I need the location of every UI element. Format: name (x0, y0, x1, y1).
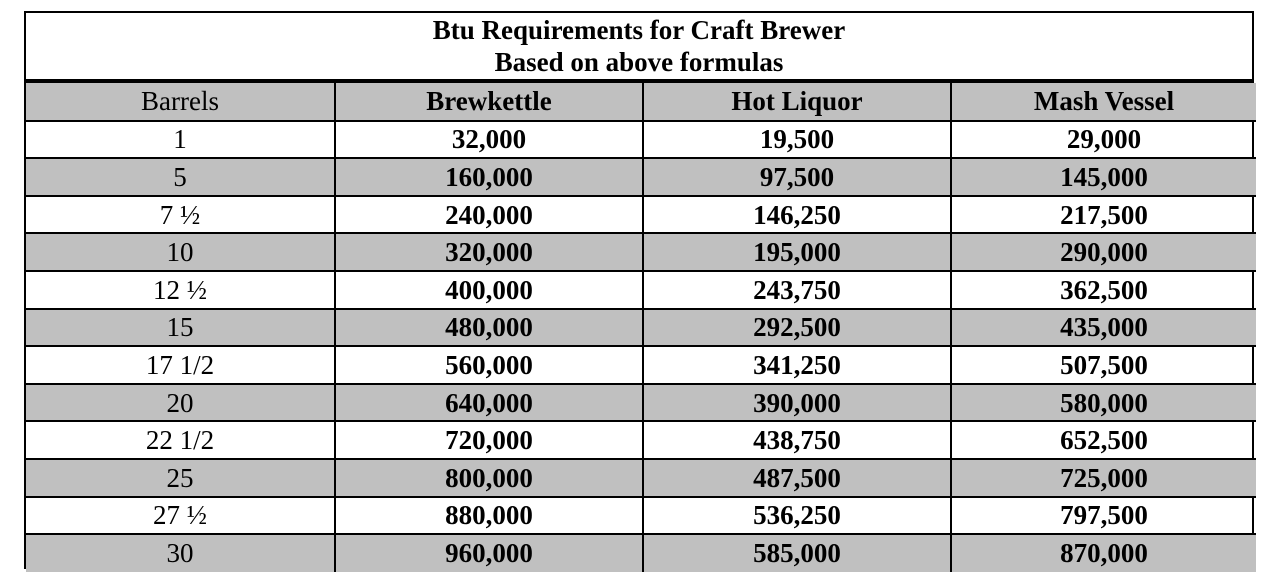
cell-brewkettle: 880,000 (335, 497, 643, 535)
cell-barrels: 1 (26, 121, 335, 159)
cell-mash-vessel: 507,500 (951, 346, 1256, 384)
cell-barrels: 17 1/2 (26, 346, 335, 384)
cell-barrels: 15 (26, 309, 335, 347)
cell-mash-vessel: 290,000 (951, 233, 1256, 271)
cell-brewkettle: 480,000 (335, 309, 643, 347)
cell-mash-vessel: 870,000 (951, 534, 1256, 572)
cell-barrels: 12 ½ (26, 271, 335, 309)
cell-hot-liquor: 536,250 (643, 497, 951, 535)
table-row (26, 346, 1256, 384)
cell-hot-liquor: 341,250 (643, 346, 951, 384)
table-row (26, 459, 1256, 497)
cell-hot-liquor: 97,500 (643, 158, 951, 196)
cell-barrels: 7 ½ (26, 196, 335, 234)
cell-barrels: 10 (26, 233, 335, 271)
cell-mash-vessel: 145,000 (951, 158, 1256, 196)
cell-hot-liquor: 438,750 (643, 421, 951, 459)
cell-hot-liquor: 292,500 (643, 309, 951, 347)
table-title (26, 13, 1252, 83)
cell-brewkettle: 160,000 (335, 158, 643, 196)
table-row (26, 233, 1256, 271)
btu-requirements-table-frame (24, 11, 1254, 569)
title-line-1: Btu Requirements for Craft Brewer (432, 15, 846, 45)
cell-hot-liquor: 585,000 (643, 534, 951, 572)
title-line-2: Based on above formulas (494, 47, 784, 77)
table-row (26, 158, 1256, 196)
table-row (26, 196, 1256, 234)
cell-brewkettle: 960,000 (335, 534, 643, 572)
cell-mash-vessel: 29,000 (951, 121, 1256, 159)
cell-hot-liquor: 487,500 (643, 459, 951, 497)
table-row (26, 421, 1256, 459)
cell-mash-vessel: 652,500 (951, 421, 1256, 459)
cell-hot-liquor: 390,000 (643, 384, 951, 422)
table-row (26, 534, 1256, 572)
header-barrels: Barrels (26, 83, 335, 121)
table-row (26, 121, 1256, 159)
cell-barrels: 20 (26, 384, 335, 422)
cell-brewkettle: 640,000 (335, 384, 643, 422)
cell-mash-vessel: 362,500 (951, 271, 1256, 309)
cell-brewkettle: 720,000 (335, 421, 643, 459)
table-row (26, 384, 1256, 422)
cell-brewkettle: 320,000 (335, 233, 643, 271)
header-mash-vessel: Mash Vessel (951, 83, 1256, 121)
cell-mash-vessel: 580,000 (951, 384, 1256, 422)
header-row (26, 83, 1256, 121)
cell-brewkettle: 560,000 (335, 346, 643, 384)
btu-table (26, 83, 1256, 572)
cell-barrels: 22 1/2 (26, 421, 335, 459)
table-row (26, 497, 1256, 535)
table-row (26, 309, 1256, 347)
cell-barrels: 30 (26, 534, 335, 572)
cell-mash-vessel: 797,500 (951, 497, 1256, 535)
cell-mash-vessel: 435,000 (951, 309, 1256, 347)
cell-barrels: 5 (26, 158, 335, 196)
cell-hot-liquor: 146,250 (643, 196, 951, 234)
cell-mash-vessel: 217,500 (951, 196, 1256, 234)
cell-hot-liquor: 243,750 (643, 271, 951, 309)
cell-brewkettle: 32,000 (335, 121, 643, 159)
cell-barrels: 25 (26, 459, 335, 497)
cell-barrels: 27 ½ (26, 497, 335, 535)
cell-brewkettle: 800,000 (335, 459, 643, 497)
cell-mash-vessel: 725,000 (951, 459, 1256, 497)
header-brewkettle: Brewkettle (335, 83, 643, 121)
header-hot-liquor: Hot Liquor (643, 83, 951, 121)
table-row (26, 271, 1256, 309)
cell-brewkettle: 400,000 (335, 271, 643, 309)
cell-hot-liquor: 19,500 (643, 121, 951, 159)
cell-hot-liquor: 195,000 (643, 233, 951, 271)
cell-brewkettle: 240,000 (335, 196, 643, 234)
